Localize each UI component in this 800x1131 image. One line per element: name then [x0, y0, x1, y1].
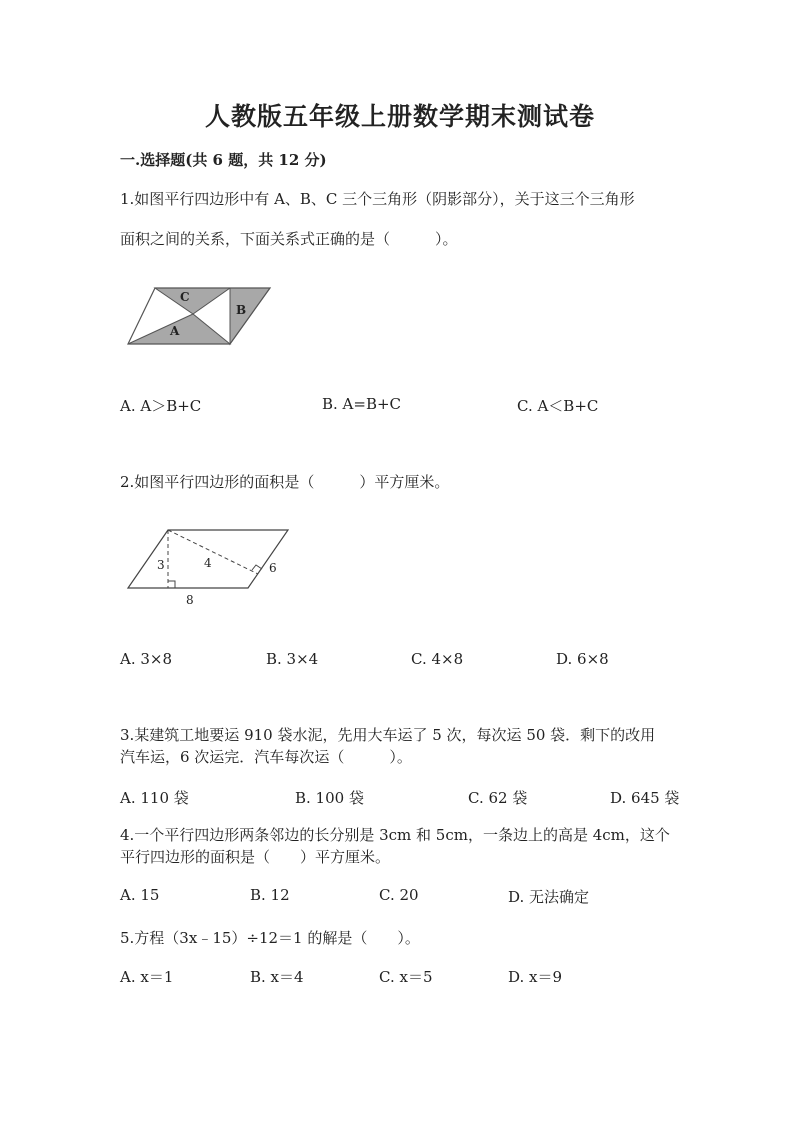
question-2-figure: [120, 520, 290, 615]
question-4-line-2: 平行四边形的面积是（ ）平方厘米。: [120, 848, 391, 866]
question-2-option-d[interactable]: D. 6×8: [556, 650, 609, 668]
question-2-option-c[interactable]: C. 4×8: [411, 650, 464, 668]
question-3-option-b[interactable]: B. 100 袋: [295, 789, 364, 807]
question-3-option-c[interactable]: C. 62 袋: [468, 789, 528, 807]
section-heading: 一.选择题(共 6 题，共 12 分): [120, 151, 327, 169]
question-2-option-b[interactable]: B. 3×4: [266, 650, 319, 668]
question-4-line-1: 4.一个平行四边形两条邻边的长分别是 3cm 和 5cm，一条边上的高是 4cm，这个: [120, 826, 670, 844]
question-5-option-b[interactable]: B. x＝4: [250, 968, 304, 986]
question-5-line-1: 5.方程（3x﹣15）÷12＝1 的解是（ ）。: [120, 929, 420, 947]
question-4-option-c[interactable]: C. 20: [379, 886, 419, 904]
question-3-line-2: 汽车运，6 次运完．汽车每次运（ ）。: [120, 748, 412, 766]
question-5-option-a[interactable]: A. x＝1: [120, 968, 174, 986]
question-3-option-a[interactable]: A. 110 袋: [120, 789, 189, 807]
label-c: C: [180, 290, 190, 304]
label-8: 8: [186, 593, 194, 607]
height-4: [168, 530, 258, 574]
question-3-line-1: 3.某建筑工地要运 910 袋水泥，先用大车运了 5 次，每次运 50 袋．剩下的改用: [120, 726, 656, 744]
question-4-option-d[interactable]: D. 无法确定: [508, 888, 590, 906]
label-3: 3: [157, 558, 165, 572]
label-a: A: [170, 324, 180, 338]
question-5-option-d[interactable]: D. x＝9: [508, 968, 563, 986]
question-4-option-a[interactable]: A. 15: [120, 886, 160, 904]
question-2-line-1: 2.如图平行四边形的面积是（ ）平方厘米。: [120, 473, 450, 491]
label-4: 4: [204, 556, 212, 570]
question-4-option-b[interactable]: B. 12: [250, 886, 290, 904]
question-3-option-d[interactable]: D. 645 袋: [610, 789, 680, 807]
question-1-option-a[interactable]: A. A＞B+C: [120, 397, 202, 415]
label-b: B: [236, 303, 247, 317]
question-1-option-c[interactable]: C. A＜B+C: [517, 397, 599, 415]
right-angle-mark-bottom: [168, 581, 175, 588]
question-2-option-a[interactable]: A. 3×8: [120, 650, 173, 668]
page-title: 人教版五年级上册数学期末测试卷: [204, 102, 595, 131]
question-1-figure: [120, 280, 280, 350]
question-5-option-c[interactable]: C. x＝5: [379, 968, 433, 986]
triangle-c: [155, 288, 230, 314]
label-6: 6: [269, 561, 277, 575]
question-1-line-1: 1.如图平行四边形中有 A、B、C 三个三角形（阴影部分），关于这三个三角形: [120, 190, 635, 208]
question-1-option-b[interactable]: B. A=B+C: [322, 395, 402, 413]
question-1-line-2: 面积之间的关系，下面关系式正确的是（ ）。: [120, 230, 458, 248]
